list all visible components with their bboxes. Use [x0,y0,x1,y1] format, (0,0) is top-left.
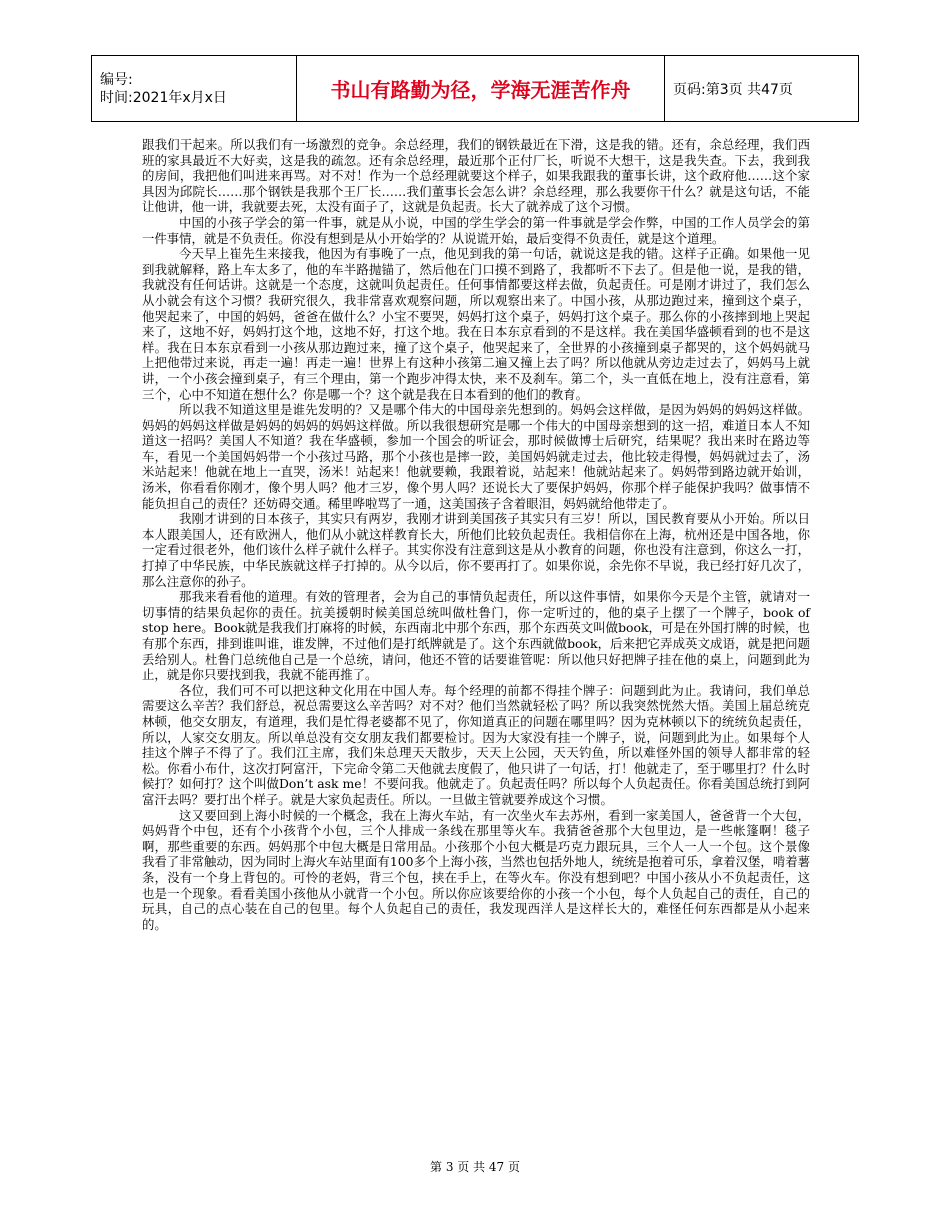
paragraph: 中国的小孩子学会的第一件事，就是从小说，中国的学生学会的第一件事就是学会作弊，中国的工作人员学会的第一件事情，就是不负责任。你没有想到是从小开始学的？从说谎开始，最后变得不负责任，就是这个道理。 [142,214,810,246]
document-number-label: 编号: [100,71,133,88]
header-meta-cell [92,56,297,122]
header-motto: 书山有路勤为径，学海无涯苦作舟 [297,56,665,122]
header-page-label: 页码:第3页 共47页 [665,56,859,122]
page-header [91,55,859,122]
paragraph: 所以我不知道这里是谁先发明的？又是哪个伟大的中国母亲先想到的。妈妈会这样做，是因为妈妈的妈妈这样做。妈妈的妈妈这样做是妈妈的妈妈的妈妈这样做。所以我很想研究是哪一个伟大的中国母亲想到的这一招，难道日本人不知道这一招吗？美国人不知道？我在华盛顿，参加一个国会的听证会，那时候做博士后研究，结果呢？我出来时在路边等车，看见一个美国妈妈带一个小孩过马路，那个小孩也是摔一跤，美国妈妈就走过去，他比较走得慢，妈妈就过去了，汤米站起来！他就在地上一直哭，汤米！站起来！他就要赖，我跟着说，站起来！他就站起来了。妈妈带到路边就开始训，汤米，你看看你刚才，像个男人吗？他才三岁，像个男人吗？还说长大了要保护妈妈，你那个样子能保护我吗？做事情不能负担自己的责任？还妨碍交通。稀里哗啦骂了一通，这美国孩子含着眼泪，妈妈就给他带走了。 [142,402,810,511]
paragraph: 那我来看看他的道理。有效的管理者，会为自己的事情负起责任，所以这件事情，如果你今天是个主管，就请对一切事情的结果负起你的责任。抗美援朝时候美国总统叫做杜鲁门，你一定听过的，他的桌子上摆了一个牌子，book of stop here。Book就是我我们打麻将的时候，东西南北中那个东西，那个东西英文叫做book，可是在外国打牌的时候，也有那个东西，排到谁叫谁，谁发牌，不过他们是打纸牌就是了。这个东西就做book，后来把它弄成英文成语，就是把问题丢给别人。杜鲁门总统他自己是一个总统，请问，他还不管的话要谁管呢：所以他只好把牌子挂在他的桌上，问题到此为止，就是你只要找到我，我就不能再推了。 [142,589,810,683]
paragraph: 跟我们干起来。所以我们有一场激烈的竞争。余总经理，我们的钢铁最近在下滑，这是我的错。还有，余总经理，我们西班的家具最近不大好卖，这是我的疏忽。还有余总经理，最近那个正付厂长，听说不大想干，这是我失查。下去，我到我的房间，我把他们叫进来再骂。对不对！作为一个总经理就要这个样子，如果我跟我的董事长讲，这个政府他……这个家具因为邱院长……那个钢铁是我那个王厂长……我们董事长会怎么讲？余总经理，那么我要你干什么？就是这句话，不能让他讲，他一讲，我就要去死，太没有面子了，这就是负起责。长大了就养成了这个习惯。 [142,137,810,215]
document-body [142,137,810,932]
document-date-label: 时间:2021年x月x日 [100,89,227,106]
paragraph: 我刚才讲到的日本孩子，其实只有两岁，我刚才讲到美国孩子其实只有三岁！所以，国民教育要从小开始。所以日本人跟美国人，还有欧洲人，他们从小就这样教育长大，所他们比较负起责任。我相信你在上海，杭州还是中国各地，你一定看过很老外，他们该什么样子就什么样子。其实你没有注意到这是从小教育的问题，你也没有注意到，你这么一打，打掉了中华民族，中华民族就这样子打掉的。从今以后，你不要再打了。如果你说，余先你不早说，我已经打好几次了，那么注意你的孙子。 [142,511,810,589]
paragraph: 这又要回到上海小时候的一个概念，我在上海火车站，有一次坐火车去苏州，看到一家美国人，爸爸背一个大包，妈妈背个中包，还有个小孩背个小包，三个人排成一条线在那里等火车。我猜爸爸那个大包里边，是一些帐篷啊！毯子啊，那些重要的东西。妈妈那个中包大概是日常用品。小孩那个小包大概是巧克力跟玩具，三个人一人一个包。这个景像我看了非常触动，因为同时上海火车站里面有100多个上海小孩，当然也包括外地人，统统是抱着可乐，拿着汉堡，啃着薯条，没有一个身上背包的。可怜的老妈，背三个包，挟在手上，在等火车。你没有想到吧？中国小孩从小不负起责任，这也是一个现象。看看美国小孩他从小就背一个小包。所以你应该要给你的小孩一个小包，每个人负起自己的责任，自己的玩具，自己的点心装在自己的包里。每个人负起自己的责任，我发现西洋人是这样长大的，难怪任何东西都是从小起来的。 [142,807,810,932]
page-footer: 第 3 页 共 47 页 [430,1160,520,1174]
paragraph: 各位，我们可不可以把这种文化用在中国人寿。每个经理的前都不得挂个牌子：问题到此为止。我请问，我们单总需要这么辛苦？我们舒总，祝总需要这么辛苦吗？对不对？他们当然就轻松了吗？所以我突然恍然大悟。美国上届总统克林顿，他交女朋友，有道理，我们是忙得老婆都不见了，你知道真正的问题在哪里吗？因为克林顿以下的统统负起责任，所以，人家交女朋友。所以单总没有交女朋友我们都要检讨。因为大家没有挂一个牌子，说，问题到此为止。如果每个人挂这个牌子不得了了。我们江主席，我们朱总理天天散步，天天上公园，天天钓鱼，所以难怪外国的领导人都非常的轻松。你看小布什，这次打阿富汗，下完命令第二天他就去度假了，他只讲了一句话，打！他就走了，至于哪里打？什么时候打？如何打？这个叫做Don’t ask me！不要问我。他就走了。负起责任吗？所以每个人负起责任。你看美国总统打到阿富汗去吗？要打出个样子。就是大家负起责任。所以。一旦做主管就要养成这个习惯。 [142,682,810,807]
paragraph: 今天早上崔先生来接我，他因为有事晚了一点，他见到我的第一句话，就说这是我的错。这样子正确。如果他一见到我就解释，路上车太多了，他的车半路抛锚了，然后他在门口摸不到路了，我都听不下去了。但是他一说，是我的错，我就没有任何话讲。这就是一个态度，这就叫负起责任。任何事情都要这样去做，负起责任。可是刚才讲过了，我们怎么从小就会有这个习惯？我研究很久，我非常喜欢观察问题，所以观察出来了。中国小孩，从那边跑过来，撞到这个桌子，他哭起来了，中国的妈妈，爸爸在做什么？小宝不要哭，妈妈打这个桌子，妈妈打这个桌子。那么你的小孩摔到地上哭起来了，这地不好，妈妈打这个地，这地不好，打这个地。我在日本东京看到的不是这样。我在美国华盛顿看到的也不是这样。我在日本东京看到一小孩从那边跑过来，撞了这个桌子，他哭起来了，全世界的小孩撞到桌子都哭的，这个妈妈就马上把他带过来说，再走一遍！再走一遍！世界上有这种小孩第二遍又撞上去了吗？所以他就从旁边走过去了，妈妈马上就讲，一个小孩会撞到桌子，有三个理由，第一个跑步冲得太快，来不及刹车。第二个，头一直低在地上，没有注意看，第三个，心中不知道在想什么？你是哪一个？这个就是我在日本看到的他们的教育。 [142,246,810,402]
